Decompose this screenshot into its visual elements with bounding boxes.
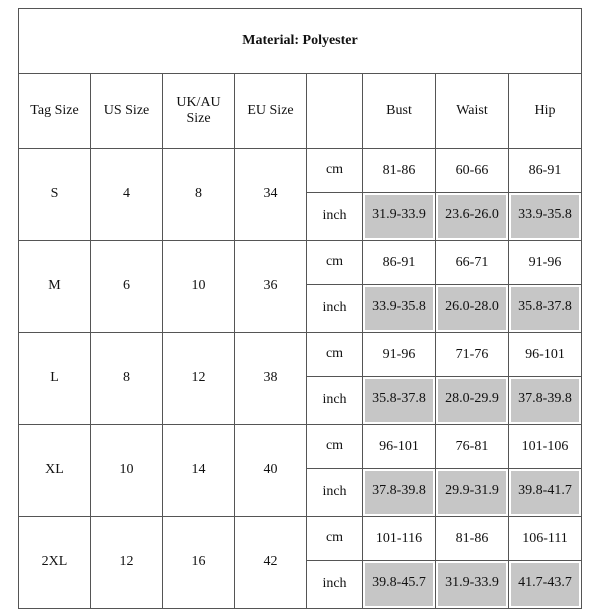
hip-inch-cell [509, 193, 582, 241]
bust-cm-cell [363, 149, 436, 193]
header-ukau-size: UK/AU Size [163, 74, 235, 149]
unit-cm-cell: cm [307, 517, 363, 561]
bust-inch-cell [363, 285, 436, 333]
waist-inch-cell-text: 23.6-26.0 [438, 195, 506, 238]
hip-cm-cell-text: 91-96 [528, 255, 562, 270]
waist-cm-cell-text: 76-81 [455, 439, 489, 454]
waist-inch-cell-text: 29.9-31.9 [438, 471, 506, 514]
waist-inch-cell [436, 561, 509, 609]
bust-cm-cell [363, 333, 436, 377]
tag-size-cell: L [19, 333, 91, 425]
waist-inch-cell-text: 26.0-28.0 [438, 287, 506, 330]
tag-size-cell: S [19, 149, 91, 241]
eu-size-cell: 36 [235, 241, 307, 333]
waist-cm-cell-text: 81-86 [455, 531, 489, 546]
waist-inch-cell [436, 377, 509, 425]
hip-inch-cell [509, 561, 582, 609]
hip-cm-cell [509, 425, 582, 469]
bust-inch-cell [363, 193, 436, 241]
unit-cm-cell: cm [307, 333, 363, 377]
unit-inch-cell: inch [307, 469, 363, 517]
ukau-size-cell: 10 [163, 241, 235, 333]
bust-inch-cell-text: 35.8-37.8 [365, 379, 433, 422]
hip-inch-cell-text: 33.9-35.8 [511, 195, 579, 238]
ukau-size-cell: 12 [163, 333, 235, 425]
waist-cm-cell-text: 60-66 [455, 163, 489, 178]
bust-inch-cell-text: 39.8-45.7 [365, 563, 433, 606]
hip-cm-cell-text: 106-111 [522, 531, 568, 546]
tag-size-cell: XL [19, 425, 91, 517]
size-row-cm [19, 517, 582, 561]
unit-inch-cell: inch [307, 377, 363, 425]
header-us-size: US Size [91, 74, 163, 149]
unit-cm-cell: cm [307, 425, 363, 469]
hip-inch-cell [509, 469, 582, 517]
bust-inch-cell [363, 561, 436, 609]
bust-cm-cell-text: 86-91 [382, 255, 416, 270]
us-size-cell: 12 [91, 517, 163, 609]
us-size-cell: 10 [91, 425, 163, 517]
bust-inch-cell-text: 33.9-35.8 [365, 287, 433, 330]
size-row-cm [19, 241, 582, 285]
hip-cm-cell-text: 101-106 [521, 439, 569, 454]
waist-inch-cell [436, 193, 509, 241]
bust-cm-cell [363, 241, 436, 285]
us-size-cell: 4 [91, 149, 163, 241]
waist-inch-cell-text: 28.0-29.9 [438, 379, 506, 422]
header-tag-size: Tag Size [19, 74, 91, 149]
unit-inch-cell: inch [307, 285, 363, 333]
bust-cm-cell-text: 91-96 [382, 347, 416, 362]
waist-cm-cell-text: 66-71 [455, 255, 489, 270]
header-bust: Bust [363, 74, 436, 149]
hip-cm-cell-text: 96-101 [525, 347, 565, 362]
unit-cm-cell: cm [307, 241, 363, 285]
hip-cm-cell [509, 517, 582, 561]
ukau-size-cell: 8 [163, 149, 235, 241]
header-unit [307, 74, 363, 149]
size-row-cm [19, 425, 582, 469]
hip-cm-cell [509, 241, 582, 285]
waist-cm-cell [436, 333, 509, 377]
waist-cm-cell-text: 71-76 [455, 347, 489, 362]
ukau-size-cell: 14 [163, 425, 235, 517]
unit-cm-cell: cm [307, 149, 363, 193]
waist-cm-cell [436, 149, 509, 193]
waist-inch-cell-text: 31.9-33.9 [438, 563, 506, 606]
bust-inch-cell [363, 377, 436, 425]
waist-cm-cell [436, 517, 509, 561]
waist-cm-cell [436, 241, 509, 285]
size-row-cm [19, 333, 582, 377]
bust-cm-cell-text: 96-101 [379, 439, 419, 454]
eu-size-cell: 34 [235, 149, 307, 241]
waist-cm-cell [436, 425, 509, 469]
bust-inch-cell-text: 31.9-33.9 [365, 195, 433, 238]
bust-inch-cell [363, 469, 436, 517]
hip-cm-cell-text: 86-91 [528, 163, 562, 178]
bust-cm-cell [363, 517, 436, 561]
hip-inch-cell [509, 285, 582, 333]
header-hip: Hip [509, 74, 582, 149]
tag-size-cell: M [19, 241, 91, 333]
unit-inch-cell: inch [307, 193, 363, 241]
eu-size-cell: 42 [235, 517, 307, 609]
hip-inch-cell-text: 37.8-39.8 [511, 379, 579, 422]
hip-cm-cell [509, 333, 582, 377]
us-size-cell: 8 [91, 333, 163, 425]
bust-cm-cell-text: 81-86 [382, 163, 416, 178]
size-chart [18, 8, 582, 609]
size-row-cm [19, 149, 582, 193]
hip-inch-cell-text: 35.8-37.8 [511, 287, 579, 330]
eu-size-cell: 38 [235, 333, 307, 425]
ukau-size-cell: 16 [163, 517, 235, 609]
header-waist: Waist [436, 74, 509, 149]
table-title: Material: Polyester [19, 9, 582, 74]
bust-inch-cell-text: 37.8-39.8 [365, 471, 433, 514]
tag-size-cell: 2XL [19, 517, 91, 609]
hip-inch-cell-text: 41.7-43.7 [511, 563, 579, 606]
waist-inch-cell [436, 285, 509, 333]
eu-size-cell: 40 [235, 425, 307, 517]
header-eu-size: EU Size [235, 74, 307, 149]
hip-inch-cell-text: 39.8-41.7 [511, 471, 579, 514]
bust-cm-cell [363, 425, 436, 469]
hip-cm-cell [509, 149, 582, 193]
hip-inch-cell [509, 377, 582, 425]
bust-cm-cell-text: 101-116 [375, 531, 423, 546]
us-size-cell: 6 [91, 241, 163, 333]
header-row [19, 74, 582, 149]
unit-inch-cell: inch [307, 561, 363, 609]
size-table [18, 8, 582, 609]
waist-inch-cell [436, 469, 509, 517]
